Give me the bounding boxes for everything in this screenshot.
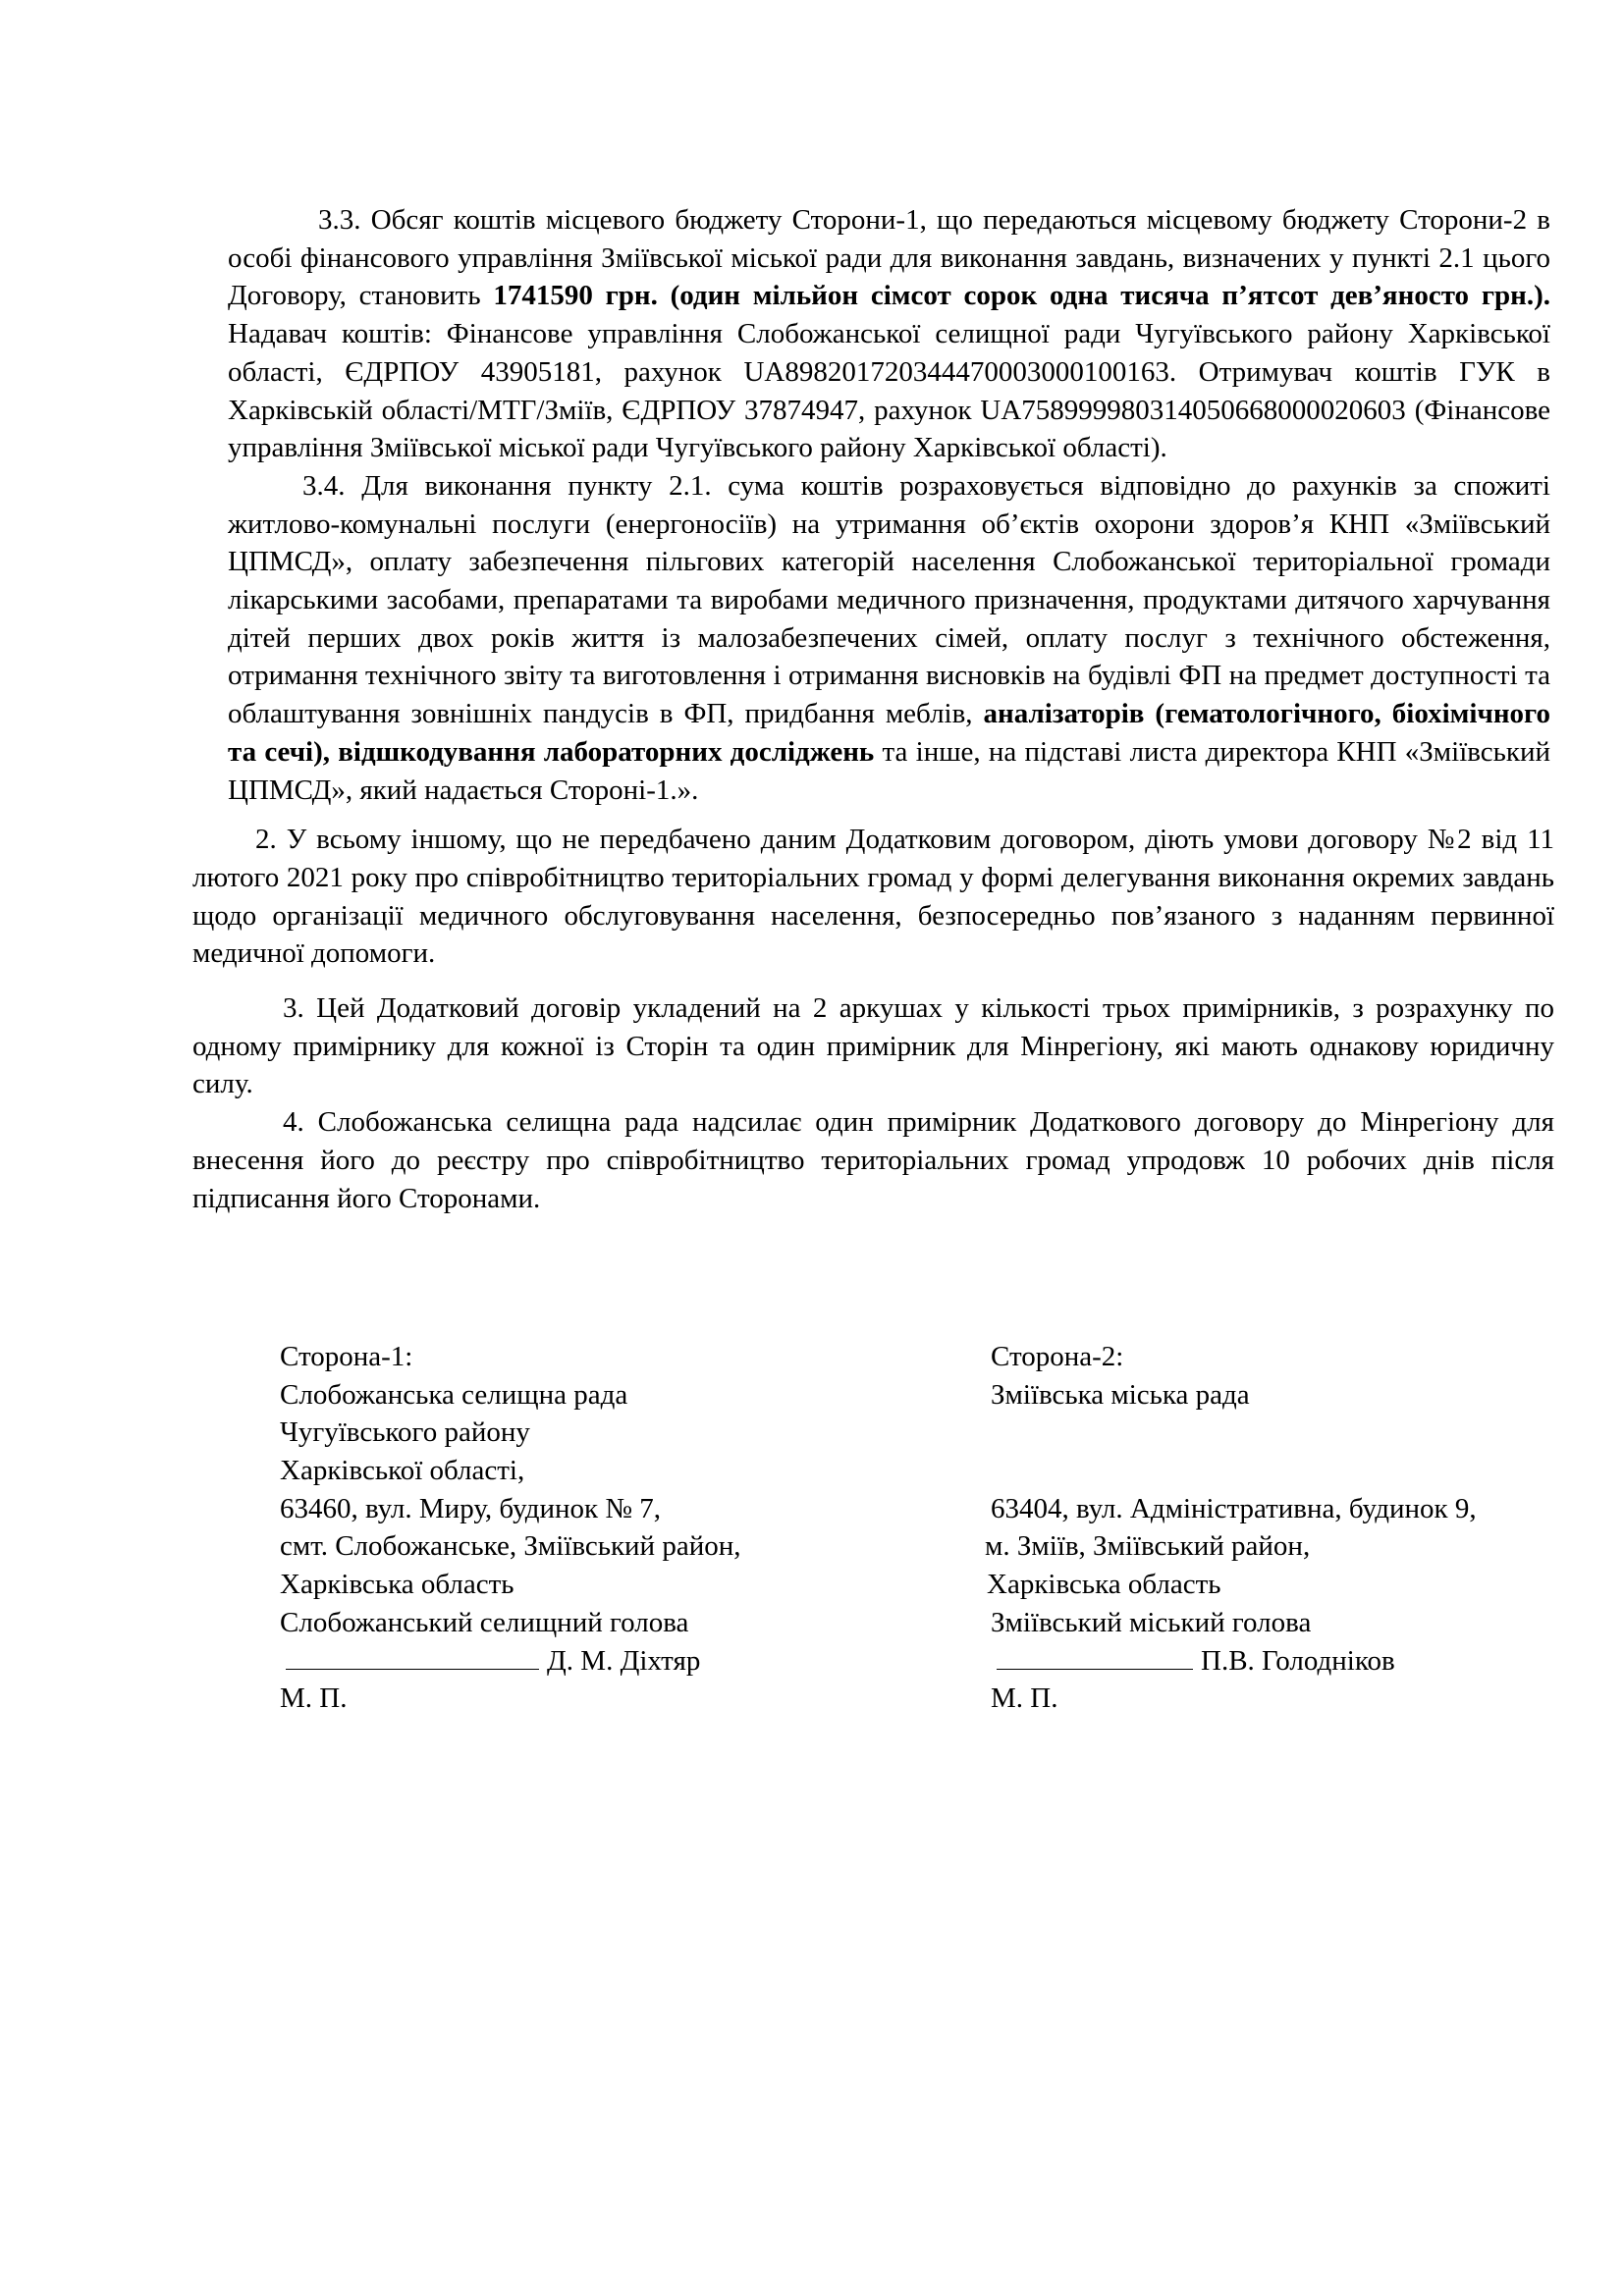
clause-3-4-text-start: 3.4. Для виконання пункту 2.1. сума коштів розраховується відповідно до рахунків за спожиті житлово-комунальні послуги (енергоносіїв) на утримання об’єктів охорони здоров’я КНП «Зміївський ЦПМСД», оплату забезпечення пільгових категорій населення Слобожанської територіальної громади лікарськими засобами, препаратами та виробами медичного призначення, продуктами дитячого харчування дітей перших двох років життя із малозабезпечених сімей, оплату послуг з технічного обстеження, отримання технічного звіту та виготовлення і отримання висновків на будівлі ФП на предмет доступності та облаштування зовнішніх пандусів в ФП, придбання меблів, [228, 469, 1550, 730]
party-1-region: Харківської області, [280, 1455, 525, 1487]
party-1-stamp: М. П. [280, 1682, 348, 1715]
party-1-label: Сторона-1: [280, 1341, 413, 1372]
clause-3-3-text-start: 3.3. Обсяг коштів місцевого бюджету Сторони-1, що передаються місцевому бюджету Сторони-2 в особі фінансового управління Зміївської міської ради для виконання завдань, визначених у пункті 2.1 цього Договору, становить [228, 204, 1550, 312]
party-2-oblast: Харківська область [987, 1569, 1221, 1601]
party-1-position: Слобожанський селищний голова [280, 1606, 689, 1638]
party-1-signature-line [286, 1644, 539, 1670]
clause-3-3 [228, 201, 1550, 467]
clause-3-3-text-end: Надавач коштів: Фінансове управління Слобожанської селищної ради Чугуївського району Харківської області, ЄДРПОУ 43905181, рахунок UA898201720344470003000100163. Отримувач коштів ГУК в Харківській області/МТГ/Зміїв, ЄДРПОУ 37874947, рахунок UA758999980314050668000020603 (Фінансове управління Зміївської міської ради Чугуївського району Харківської області). [228, 318, 1550, 464]
party-2-town: м. Зміїв, Зміївський район, [985, 1530, 1311, 1563]
clause-3-4-emphasis: аналізаторів (гематологічного, біохімічного та сечі), відшкодування лабораторних досліджень [228, 698, 1550, 768]
party-2-position: Зміївський міський голова [991, 1606, 1312, 1638]
clause-3-4 [228, 467, 1550, 809]
party-2-signature-line [997, 1644, 1193, 1670]
party-2 [985, 1338, 1580, 1718]
clause-4: 4. Слобожанська селищна рада надсилає один примірник Додаткового договору до Мінрегіону для внесення його до реєстру про співробітництво територіальних громад упродовж 10 робочих днів після підписання його Сторонами. [192, 1106, 1554, 1214]
party-2-spacer [991, 1414, 1580, 1452]
party-1-oblast: Харківська область [280, 1569, 514, 1601]
party-1-signature-row [280, 1642, 830, 1681]
party-1 [280, 1338, 830, 1718]
clause-3-4-text-end: та інше, на підставі листа директора КНП «Зміївський ЦПМСД», який надається Стороні-1.». [228, 735, 1551, 806]
party-2-address: 63404, вул. Адміністративна, будинок 9, [991, 1492, 1477, 1524]
party-1-address: 63460, вул. Миру, будинок № 7, [280, 1492, 662, 1524]
party-2-signer: П.В. Голодніков [1201, 1644, 1395, 1677]
party-1-town: смт. Слобожанське, Зміївський район, [280, 1530, 741, 1563]
party-2-stamp: М. П. [991, 1682, 1058, 1715]
clause-2: 2. У всьому іншому, що не передбачено даним Додатковим договором, діють умови договору №2 від 11 лютого 2021 року про співробітництво територіальних громад у формі делегування виконання окремих завдань щодо організації медичного обслуговування населення, безпосередньо пов’язаного з наданням первинної медичної допомоги. [192, 824, 1554, 970]
party-1-signer: Д. М. Діхтяр [547, 1644, 701, 1677]
clause-3: 3. Цей Додатковий договір укладений на 2 аркушах у кількості трьох примірників, з розрахунку по одному примірнику для кожної із Сторін та один примірник для Мінрегіону, які мають однакову юридичну силу. [192, 992, 1554, 1100]
party-1-district: Чугуївського району [280, 1416, 530, 1449]
party-2-label: Сторона-2: [991, 1341, 1124, 1372]
party-2-signature-row [991, 1642, 1580, 1681]
agreement-body [192, 201, 1554, 1217]
party-2-name: Зміївська міська рада [991, 1378, 1250, 1411]
signature-block [0, 1338, 1624, 1731]
party-1-name: Слобожанська селищна рада [280, 1378, 628, 1411]
clause-3-3-amount: 1741590 грн. (один мільйон сімсот сорок одна тисяча п’ятсот дев’яносто грн.). [493, 280, 1550, 312]
party-2-spacer [991, 1452, 1580, 1490]
